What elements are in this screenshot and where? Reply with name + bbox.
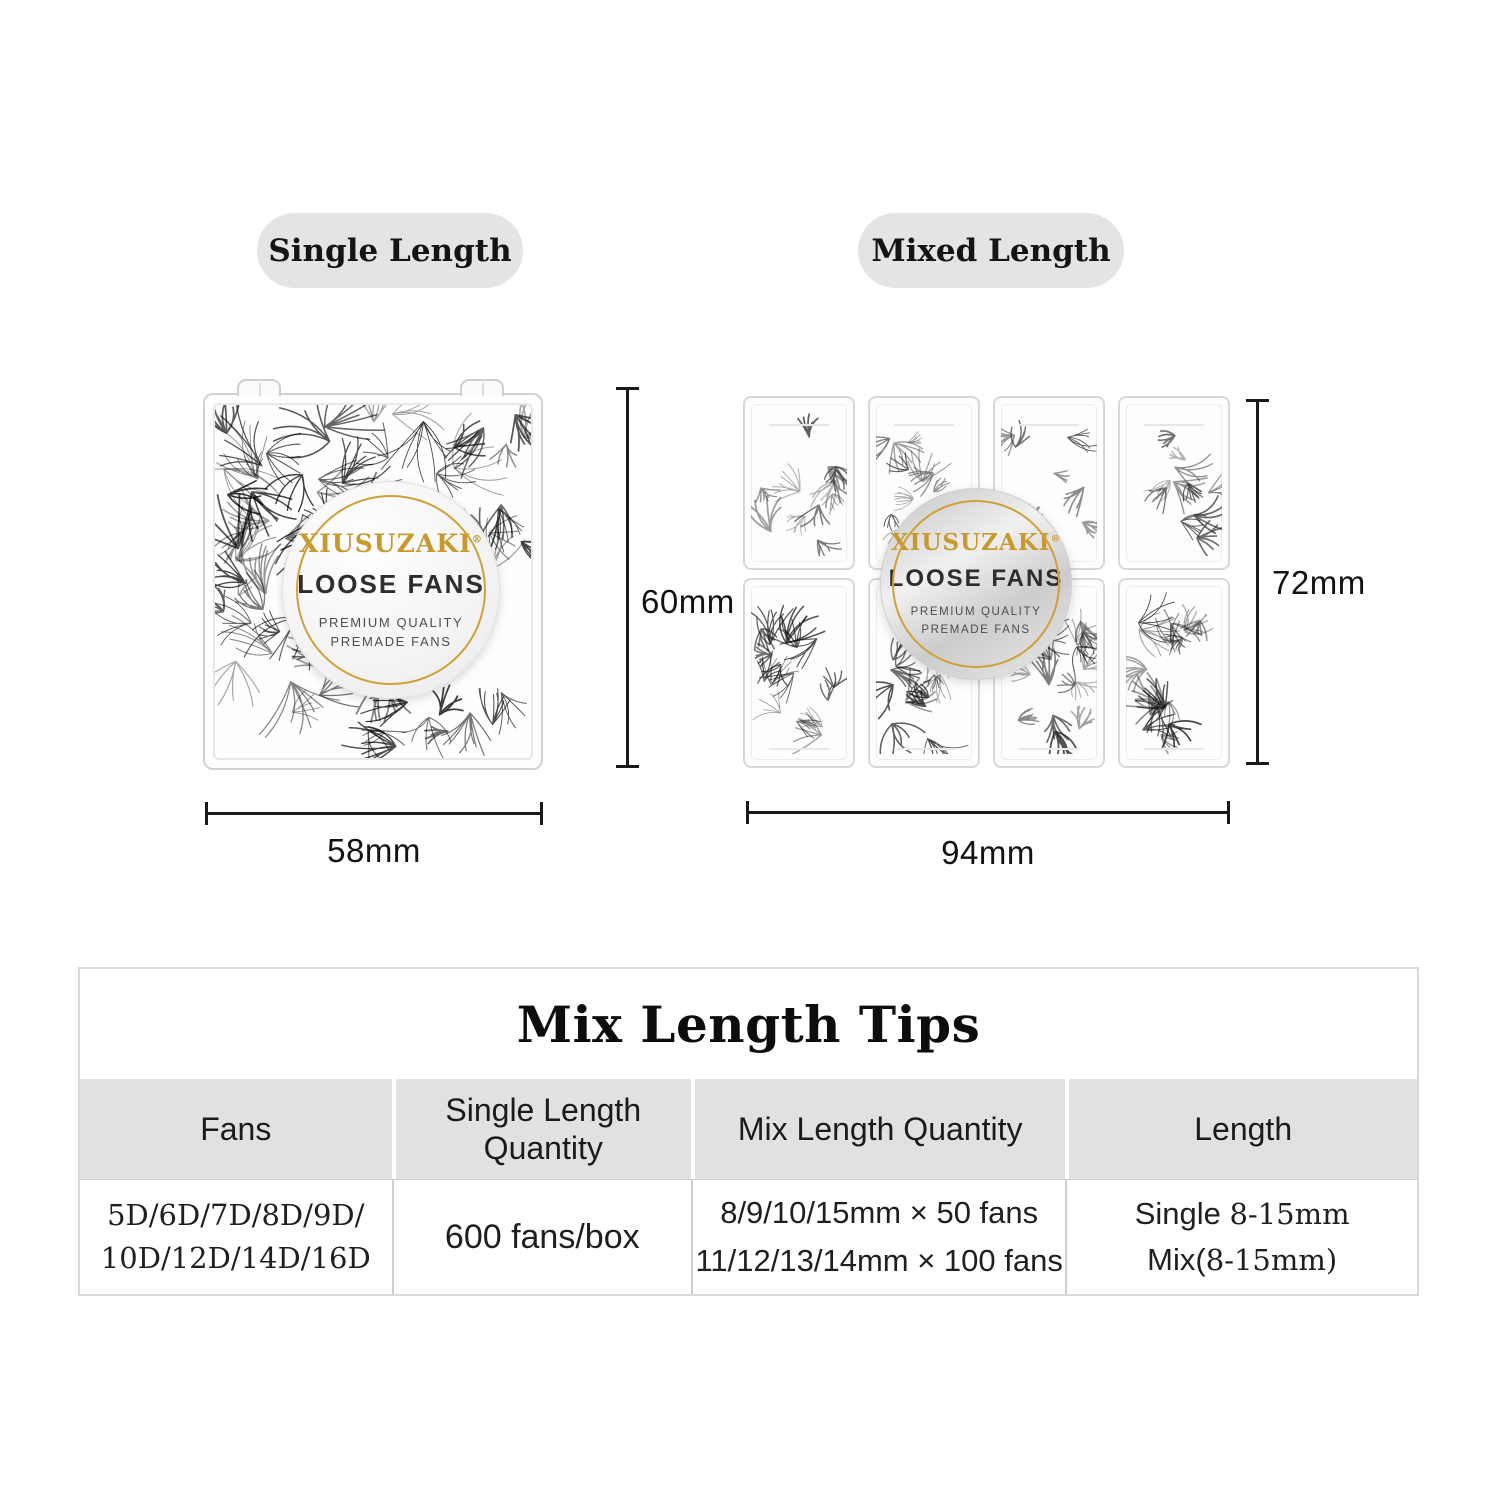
compartment <box>743 578 855 768</box>
product-name: LOOSE FANS <box>297 568 485 599</box>
registered-mark: ® <box>471 533 484 546</box>
mix-length-tips-table <box>78 967 1419 1296</box>
single-box-height-value: 60mm <box>641 583 735 620</box>
label-tagline: PREMIUM QUALITY PREMADE FANS <box>318 614 464 649</box>
mixed-box-height-dimension-line <box>1256 399 1259 765</box>
single-length-badge-label: Single Length <box>268 232 512 269</box>
compartment <box>743 396 855 570</box>
lash-fans-cluster <box>751 588 847 754</box>
header-length: Length <box>1065 1079 1417 1179</box>
lash-fans-cluster <box>751 406 847 556</box>
single-length-badge <box>257 213 523 288</box>
lash-fans-cluster <box>1126 588 1222 754</box>
mixed-length-badge <box>858 213 1124 288</box>
mixed-box-width-value: 94mm <box>941 834 1035 871</box>
compartment <box>1118 578 1230 768</box>
brand-name: XIUSUZAKI® <box>890 529 1062 557</box>
compartment <box>1118 396 1230 570</box>
single-box-width-value: 58mm <box>327 832 421 869</box>
table-data-row <box>80 1179 1417 1294</box>
table-header-row <box>80 1079 1417 1179</box>
lash-fans-cluster <box>1126 406 1222 556</box>
registered-mark: ® <box>1050 533 1062 545</box>
single-box-height-dimension-line <box>626 387 629 768</box>
product-name: LOOSE FANS <box>888 565 1064 593</box>
box-hinge-right <box>460 379 504 396</box>
mixed-length-box <box>743 396 1230 768</box>
label-tagline: PREMIUM QUALITY PREMADE FANS <box>910 606 1042 636</box>
mixed-box-width-dimension-line <box>746 811 1230 814</box>
cell-fans: 5D/6D/7D/8D/9D/ 10D/12D/14D/16D <box>100 1197 371 1275</box>
cell-mix-length-quantity: 8/9/10/15mm × 50 fans 11/12/13/14mm × 100 fans <box>691 1180 1065 1294</box>
header-single-length-quantity: Single Length Quantity <box>392 1079 691 1179</box>
brand-label-mixed <box>880 488 1072 680</box>
single-length-box <box>203 393 543 770</box>
mixed-box-height-value: 72mm <box>1272 564 1366 601</box>
cell-length: Single 8-15mm Mix(8-15mm) <box>1065 1180 1417 1294</box>
brand-name: XIUSUZAKI® <box>298 528 484 558</box>
header-fans: Fans <box>200 1110 272 1147</box>
table-title: Mix Length Tips <box>516 994 981 1054</box>
brand-label-single <box>282 481 500 699</box>
cell-single-length-quantity: 600 fans/box <box>392 1180 691 1294</box>
header-mix-length-quantity: Mix Length Quantity <box>691 1079 1065 1179</box>
box-hinge-left <box>237 379 281 396</box>
mixed-length-badge-label: Mixed Length <box>871 232 1111 269</box>
single-box-width-dimension-line <box>205 812 543 815</box>
